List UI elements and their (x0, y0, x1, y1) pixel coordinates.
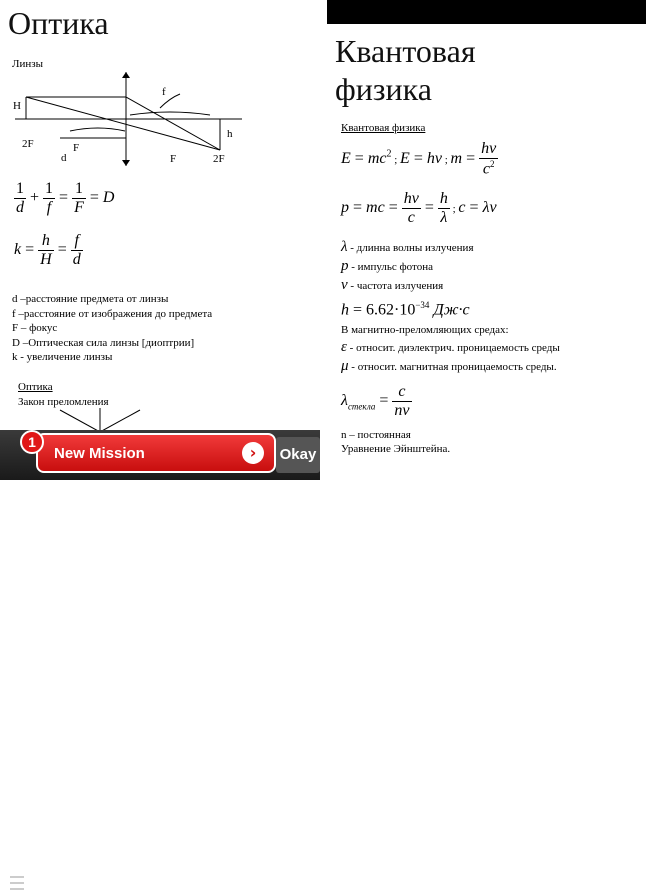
page-title-quantum-line2: физика (335, 71, 432, 107)
definition-item: p - импульс фотона (341, 258, 433, 274)
new-mission-button[interactable] (36, 433, 276, 473)
energy-formula: $E = mc^2$ ; E = hν ; m = $\frac{h\nu}{c^2}$ (341, 140, 497, 178)
planck-constant: $h = 6.62\cdot 10^{-34}$ Дж·c (341, 300, 470, 319)
section-label: Квантовая физика (341, 122, 426, 134)
section2-subtitle: Закон преломления (18, 396, 109, 408)
diagram-label-F-left: F (73, 142, 80, 154)
definition-item: ν - частота излучения (341, 277, 444, 293)
definitions-list (12, 292, 212, 365)
menu-icon[interactable] (10, 876, 24, 890)
left-page (0, 0, 325, 480)
definition-item: f –расстояние от изображения до предмета (12, 307, 213, 320)
top-bar (327, 0, 646, 24)
diagram-label-2F-left: 2F (22, 138, 34, 150)
definition-item: k - увеличение линзы (12, 351, 113, 363)
new-mission-label: New Mission (54, 445, 145, 462)
lens-formula: $\frac{1}{d}$ + $\frac{1}{f}$ = $\frac{1}{F}$ = D (16, 180, 115, 216)
diagram-label-F-right: F (170, 153, 177, 165)
section2-title: Оптика (18, 381, 53, 393)
definition-item: D –Оптическая сила линзы [диоптрии] (12, 336, 195, 349)
chevron-right-icon[interactable]: › (242, 442, 264, 464)
symbol-definitions (341, 238, 474, 295)
right-page (327, 0, 646, 480)
media-definitions (341, 338, 560, 376)
definition-item: λ - длинна волны излучения (341, 239, 474, 255)
glass-wavelength-formula: $\lambda_{стекла}$ = $\frac{c}{n\nu}$ (341, 383, 410, 419)
diagram-label-2F-right: 2F (213, 153, 225, 165)
momentum-formula: p = mc = $\frac{h\nu}{c}$ = $\frac{h}{\lambda}$ ; c = λν (341, 190, 497, 226)
definition-item: F – фокус (12, 322, 58, 334)
definition-item: d –расстояние предмета от линзы (12, 293, 169, 305)
mission-count-badge: 1 (20, 430, 44, 454)
diagram-label-H: H (13, 100, 21, 112)
page-title-quantum-line1: Квантовая (335, 33, 476, 69)
media-line: В магнитно-преломляющих средах: (341, 324, 509, 336)
magnification-formula: k = $\frac{h}{H}$ = $\frac{f}{d}$ (14, 232, 81, 268)
definition-item: μ - относит. магнитная проницаемость среды. (341, 358, 557, 374)
einstein-equation-label: Уравнение Эйнштейна. (341, 443, 451, 455)
page-title-optics: Оптика (8, 5, 109, 41)
definition-item: ε - относит. диэлектрич. проницаемость среды (341, 339, 560, 355)
diagram-label-h: h (227, 128, 233, 140)
diagram-label-d: d (61, 152, 67, 164)
lens-label: Линзы (12, 58, 43, 70)
diagram-label-f: f (162, 86, 166, 98)
n-definition: n – постоянная (341, 429, 411, 441)
okay-button[interactable]: Okay (276, 437, 320, 473)
refraction-diagram (40, 408, 170, 432)
